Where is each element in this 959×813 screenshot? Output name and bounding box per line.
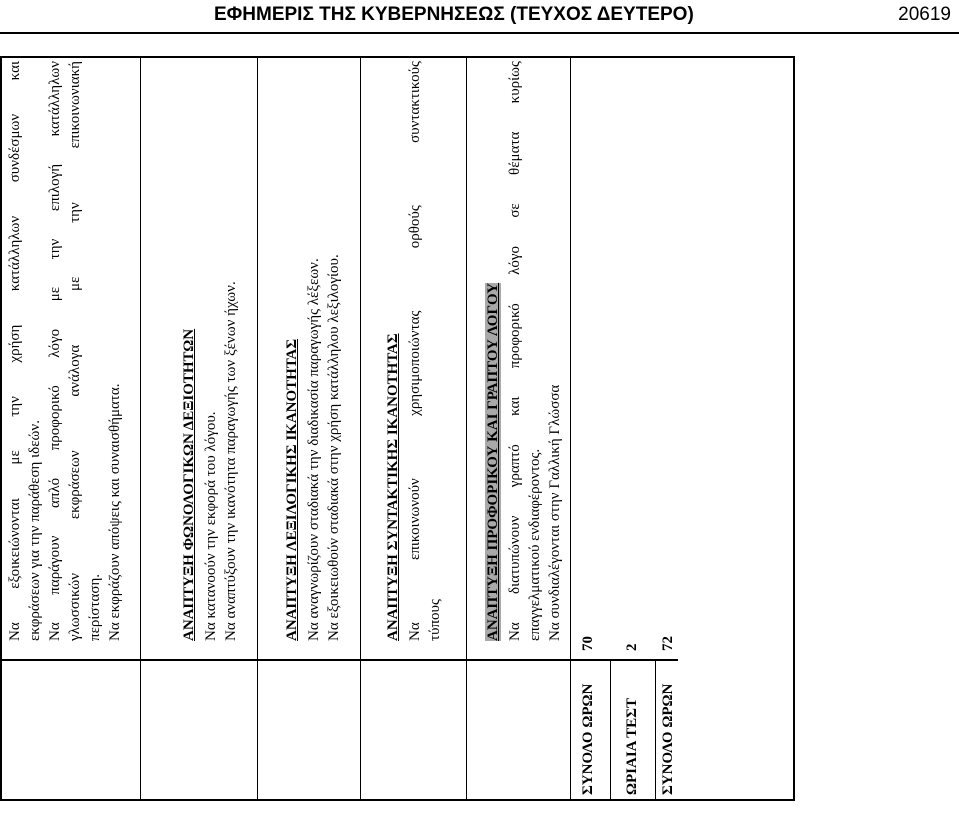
row-divider (466, 56, 467, 801)
section2-line-1: Να αναγνωρίζουν σταδιακά την διαδικασία παραγωγής λέξεων. (306, 258, 322, 641)
grand-total-value: 72 (660, 636, 676, 651)
total-hours-label: ΣΥΝΟΛΟ ΩΡΩΝ (580, 683, 596, 795)
section-title-lexical: ΑΝΑΠΤΥΞΗ ΛΕΞΙΛΟΓΙΚΗΣ ΙΚΑΝΟΤΗΤΑΣ (284, 338, 300, 641)
row-divider (360, 56, 361, 801)
grand-total-label: ΣΥΝΟΛΟ ΩΡΩΝ (660, 683, 676, 795)
row-divider (655, 661, 656, 801)
gazette-title: ΕΦΗΜΕΡΙΣ ΤΗΣ ΚΥΒΕΡΝΗΣΕΩΣ (ΤΕΥΧΟΣ ΔΕΥΤΕΡΟ) (214, 4, 694, 25)
total-hours-value: 70 (580, 636, 596, 651)
test-hours-value: 2 (624, 643, 640, 651)
intro-line-2: εκφράσεων για την παράθεση ιδεών. (27, 420, 43, 641)
page-header (0, 0, 959, 34)
section2-line-2: Να εξοικειωθούν σταδιακά στην χρήση κατάλληλου λεξιλογίου. (326, 254, 342, 641)
row-divider (140, 56, 141, 801)
intro-line-3: Να παράγουν απλό προφορικό λόγο με την επιλογή κατάλληλων (47, 61, 63, 641)
page-number: 20619 (898, 4, 951, 25)
section1-line-1: Να κατανοούν την εκφορά του λόγου. (203, 411, 219, 641)
section4-line-1: Να διατυπώνουν γραπτό και προφορικό λόγο σε θέματα κυρίως (507, 61, 523, 641)
row-divider (570, 56, 571, 801)
row-divider (257, 56, 258, 801)
section3-line-1: Να επικοινωνούν χρησιμοποιώντας ορθούς συντακτικούς (407, 61, 423, 641)
row-divider (610, 661, 611, 801)
intro-line-1: Να εξοικειώνονται με την χρήση κατάλληλων συνδέσμων και (7, 61, 23, 641)
section1-line-2: Να αναπτύξουν την ικανότητα παραγωγής των ξένων ήχων. (223, 281, 239, 641)
section-title-oral-written: ΑΝΑΠΤΥΞΗ ΠΡΟΦΟΡΙΚΟΥ ΚΑΙ ΓΡΑΠΤΟΥ ΛΟΓΟΥ (485, 282, 501, 641)
section-title-phonological: ΑΝΑΠΤΥΞΗ ΦΩΝΟΛΟΓΙΚΩΝ ΔΕΞΙΟΤΗΤΩΝ (181, 328, 197, 641)
section4-line-2: επαγγελματικού ενδιαφέροντος. (527, 448, 543, 641)
intro-line-6: Να εκφράζουν απόψεις και συναισθήματα. (107, 383, 123, 641)
rotated-table (0, 56, 795, 801)
intro-line-5: περίσταση. (87, 573, 103, 641)
column-divider (0, 659, 678, 661)
section-title-syntactic: ΑΝΑΠΤΥΞΗ ΣΥΝΤΑΚΤΙΚΗΣ ΙΚΑΝΟΤΗΤΑΣ (385, 333, 401, 641)
test-hours-label: ΩΡΙΑΙΑ ΤΕΣΤ (624, 698, 640, 795)
section4-line-3: Να συνδιαλέγονται στην Γαλλική Γλώσσα (547, 384, 563, 641)
section3-line-2: τύπους (427, 599, 443, 641)
intro-line-4: γλωσσικών εκφράσεων ανάλογα με την επικοινωνιακή (67, 61, 83, 641)
